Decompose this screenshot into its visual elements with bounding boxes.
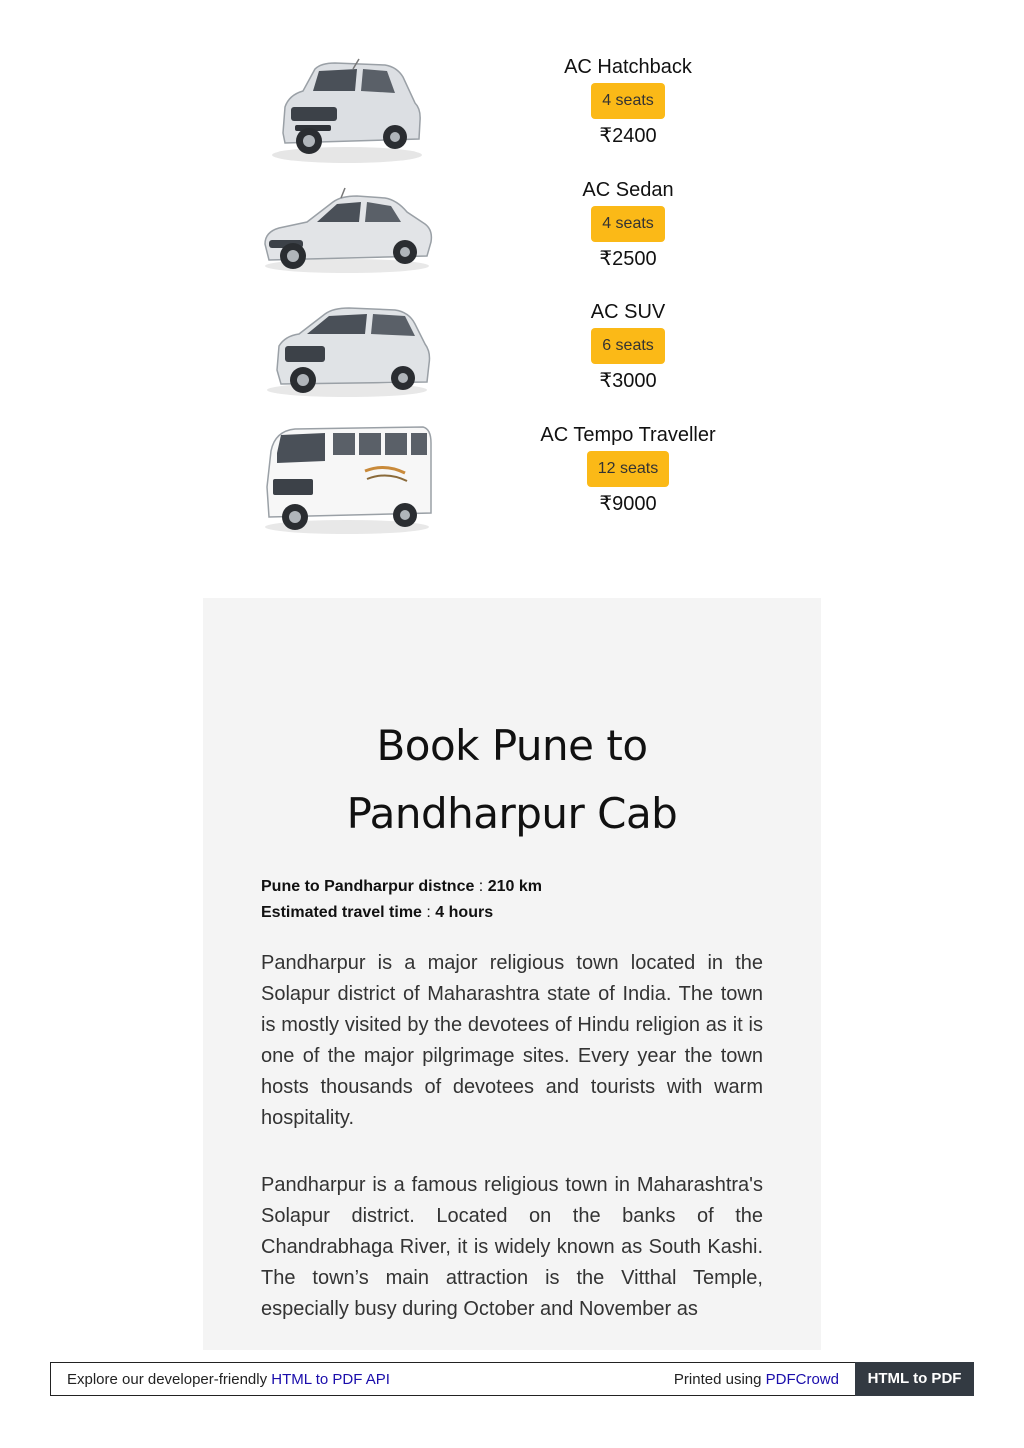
vehicle-info <box>515 55 741 148</box>
hatchback-car-icon <box>255 55 435 173</box>
vehicle-info <box>515 178 741 271</box>
vehicle-name: AC SUV <box>590 301 666 323</box>
vehicle-card-sedan[interactable] <box>255 178 725 298</box>
vehicle-info <box>515 423 741 516</box>
footer-left <box>67 1371 390 1388</box>
sedan-car-icon <box>255 178 435 296</box>
footer-left-text: Explore our developer-friendly <box>67 1371 272 1388</box>
distance-label: Pune to Pandharpur distnce <box>261 878 475 895</box>
seats-badge: 4 seats <box>591 83 665 119</box>
title-line-2: Pandharpur Cab <box>346 789 678 838</box>
seats-badge: 12 seats <box>587 451 669 487</box>
seats-badge: 6 seats <box>591 328 665 364</box>
vehicle-name: AC Tempo Traveller <box>540 424 716 446</box>
distance-separator: : <box>474 878 488 895</box>
title-line-1: Book Pune to <box>376 721 648 770</box>
pdfcrowd-link[interactable]: PDFCrowd <box>765 1371 839 1388</box>
page-title <box>203 712 821 848</box>
travel-time-value: 4 hours <box>435 904 494 921</box>
vehicle-price: ₹3000 <box>599 370 657 392</box>
vehicle-card-suv[interactable] <box>255 300 725 420</box>
travel-time-row <box>261 900 763 926</box>
distance-row <box>261 874 763 900</box>
vehicle-price: ₹9000 <box>599 493 657 515</box>
footer-right-text: Printed using <box>673 1371 766 1388</box>
distance-value: 210 km <box>487 878 542 895</box>
vehicle-price: ₹2500 <box>599 248 657 270</box>
footer-right <box>674 1371 839 1388</box>
vehicle-info <box>515 300 741 393</box>
travel-time-separator: : <box>421 904 436 921</box>
html-to-pdf-button[interactable]: HTML to PDF <box>855 1362 974 1396</box>
description-paragraph-2: Pandharpur is a famous religious town in Maharashtra's Solapur district. Located on the banks of the Chandrabhaga River, it is widely known as South Kashi. The town’s main attraction is the Vitthal Temple, especially busy during October and November as <box>261 1174 763 1320</box>
vehicle-name: AC Hatchback <box>564 56 692 78</box>
html-to-pdf-api-link[interactable]: HTML to PDF API <box>271 1371 390 1388</box>
vehicle-card-hatchback[interactable] <box>255 55 725 175</box>
description-paragraph-1: Pandharpur is a major religious town located in the Solapur district of Maharashtra state of India. The town is mostly visited by the devotees of Hindu religion as it is one of the major pilgrimage sites. Every year the town hosts thousands of devotees and tourists with warm hospitality. <box>261 952 763 1129</box>
suv-car-icon <box>255 300 435 418</box>
travel-time-label: Estimated travel time <box>261 904 422 921</box>
tempo-traveller-icon <box>255 423 435 541</box>
vehicle-price: ₹2400 <box>599 125 657 147</box>
booking-panel <box>203 598 821 1350</box>
vehicle-name: AC Sedan <box>582 179 674 201</box>
seats-badge: 4 seats <box>591 206 665 242</box>
footer-bar <box>50 1362 974 1396</box>
trip-facts <box>261 874 763 926</box>
vehicle-card-tempo-traveller[interactable] <box>255 423 725 543</box>
